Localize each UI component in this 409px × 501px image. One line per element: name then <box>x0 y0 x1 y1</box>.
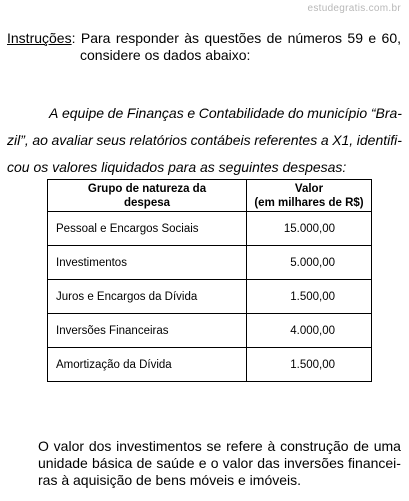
outro-word: valor <box>222 455 254 471</box>
intro-word: Contabilidade <box>198 105 285 121</box>
intro-line-2 <box>7 127 402 154</box>
table-row <box>48 280 372 314</box>
instructions-word: Para <box>80 30 111 46</box>
outro-word: refere <box>226 438 263 454</box>
instructions-word: 59 <box>347 30 363 46</box>
outro-word: valor <box>53 438 85 454</box>
intro-word: avaliar <box>51 132 93 148</box>
intro-word: Finanças <box>126 105 184 121</box>
group-cell: Amortização da Dívida <box>48 348 247 382</box>
intro-word: identifi- <box>356 132 402 148</box>
group-cell: Investimentos <box>48 246 247 280</box>
value-cell: 1.500,00 <box>247 348 372 382</box>
expense-table <box>47 179 372 382</box>
value-cell: 1.500,00 <box>247 280 372 314</box>
header-group: Grupo de natureza da despesa <box>48 180 247 212</box>
outro-word: de <box>353 438 369 454</box>
intro-word: e <box>187 105 196 121</box>
outro-line-1 <box>38 438 401 455</box>
outro-line-2 <box>38 455 401 472</box>
intro-word: do <box>288 105 304 121</box>
outro-word: básica <box>92 455 133 471</box>
outro-word: e <box>198 455 207 471</box>
instructions-word: questões <box>204 30 262 46</box>
instructions-word: números <box>287 30 343 46</box>
intro-word: a <box>320 132 329 148</box>
intro-word: equipe <box>61 105 105 121</box>
instructions-word: e <box>368 30 377 46</box>
header-value: Valor (em milhares de R$) <box>247 180 372 212</box>
value-cell: 15.000,00 <box>247 212 372 246</box>
instructions-line-2: considere os dados abaixo: <box>80 47 251 63</box>
table-row <box>48 314 372 348</box>
value-cell: 4.000,00 <box>247 314 372 348</box>
group-cell: Juros e Encargos da Dívida <box>48 280 247 314</box>
instructions-line-1 <box>7 30 401 47</box>
intro-word: contábeis <box>190 132 251 148</box>
table-header-row <box>48 180 372 212</box>
outro-word: unidade <box>38 455 88 471</box>
outro-line-3: ras à aquisição de bens móveis e imóveis. <box>38 472 302 488</box>
instructions-word: : <box>71 30 76 46</box>
table-row <box>48 212 372 246</box>
intro-word: zil”, <box>7 132 29 148</box>
intro-word: “Bra- <box>370 105 402 121</box>
outro-word: uma <box>373 438 401 454</box>
outro-word: construção <box>280 438 349 454</box>
intro-word: de <box>107 105 124 121</box>
intro-word: A <box>49 105 59 121</box>
instructions-block <box>7 30 401 64</box>
instructions-word: às <box>184 30 200 46</box>
outro-word: investimentos <box>116 438 202 454</box>
outro-word: se <box>206 438 222 454</box>
outro-word: dos <box>88 438 112 454</box>
outro-word: das <box>257 455 280 471</box>
outro-word: O <box>38 438 49 454</box>
outro-word: inversões <box>283 455 344 471</box>
value-cell: 5.000,00 <box>247 246 372 280</box>
outro-word: à <box>267 438 276 454</box>
intro-word: relatórios <box>129 132 188 148</box>
intro-line-1 <box>7 100 402 127</box>
instructions-word: de <box>266 30 283 46</box>
group-cell: Inversões Financeiras <box>48 314 247 348</box>
group-cell: Pessoal e Encargos Sociais <box>48 212 247 246</box>
outro-word: financei- <box>348 455 401 471</box>
intro-word: referentes <box>254 132 318 148</box>
table-row <box>48 246 372 280</box>
intro-line-3: cou os valores liquidados para as seguintes despesas: <box>7 159 347 175</box>
instructions-word: responder <box>115 30 179 46</box>
outro-paragraph <box>38 438 401 489</box>
outro-word: de <box>136 455 153 471</box>
intro-paragraph <box>7 100 402 181</box>
intro-word: seus <box>96 132 126 148</box>
outro-word: saúde <box>156 455 195 471</box>
instructions-word: 60, <box>381 30 401 46</box>
intro-word: município <box>307 105 368 121</box>
table-row <box>48 348 372 382</box>
watermark: estudegratis.com.br <box>307 3 401 14</box>
instructions-label: Instruções <box>7 30 72 46</box>
intro-word: ao <box>32 132 48 148</box>
intro-word: X1, <box>332 132 354 148</box>
outro-word: o <box>210 455 219 471</box>
